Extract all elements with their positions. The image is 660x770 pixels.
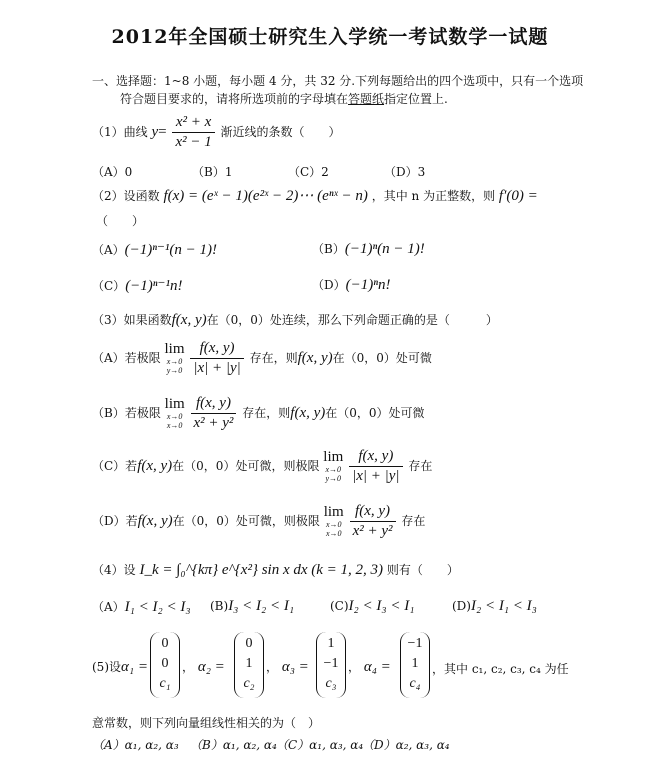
q2-option-b: （B）(−1)ⁿ(n − 1)!: [312, 241, 425, 257]
vector-alpha1: 0 0 c₁: [150, 632, 180, 698]
q2-formula: f(x) = (eˣ − 1)(e²ˣ − 2)⋯ (eⁿˣ − n): [163, 188, 368, 204]
q4-option-c: (C)I₂ < I₃ < I₁: [330, 598, 415, 614]
q3-option-c: （C）若f(x, y)在（0，0）处可微，则极限 lim x→0 y→0 $\frac{f(x, y)}{|x| + |y|}$ 存在: [92, 448, 433, 484]
q3-option-a: （A）若极限 lim x→0 y→0 $\frac{f(x, y)}{|x| + |y|}$ 存在，则f(x, y)在（0，0）处可微: [92, 340, 432, 376]
answer-sheet-link: 答题纸: [348, 92, 385, 106]
q1-option-d: （D）3: [384, 165, 426, 179]
q4-option-b: (B)I₃ < I₂ < I₁: [210, 598, 295, 614]
question-4: （4）设 I_k = ∫₀^{kπ} e^{x²} sin x dx (k = 1, 2, 3) 则有（ ）: [92, 562, 459, 578]
question-2: （2）设函数 f(x) = (eˣ − 1)(e²ˣ − 2)⋯ (eⁿˣ − n) ，其中 n 为正整数，则 f′(0) =: [92, 188, 538, 204]
vector-alpha3: 1 −1 c₃: [316, 632, 346, 698]
q5-option-d: （D）α₂, α₃, α₄: [362, 738, 450, 752]
q4-option-a: （A）I₁ < I₂ < I₃: [92, 599, 191, 615]
q1-fraction: $\frac{\text{x² + x}}{\text{x² − 1}}$: [172, 114, 214, 151]
q5-option-a: （A）α₁, α₂, α₃: [92, 738, 179, 752]
section-heading: 一、选择题：1~8 小题，每小题 4 分，共 32 分.下列每题给出的四个选项中，只有一个选项: [92, 74, 584, 88]
q5-option-c: （C）α₁, α₃, α₄: [276, 738, 364, 752]
q1-option-c: （C）2: [288, 165, 329, 179]
question-3: （3）如果函数f(x, y)在（0，0）处连续，那么下列命题正确的是（ ）: [92, 312, 498, 328]
limit-symbol: lim x→0 y→0: [164, 341, 185, 375]
q3-option-b: （B）若极限 lim x→0 x→0 $\frac{f(x, y)}{\text{x² + y²}}$ 存在，则f(x, y)在（0，0）处可微: [92, 395, 425, 431]
q5-option-b: （B）α₁, α₂, α₄: [190, 738, 277, 752]
q2-option-a: （A）(−1)ⁿ⁻¹(n − 1)!: [92, 242, 218, 258]
question-1: （1）曲线 y= $\frac{\text{x² + x}}{\text{x² − 1}}$ 渐近线的条数（ ）: [92, 114, 341, 150]
q5-sep-1: ， α₂ =: [182, 659, 225, 675]
q5-prefix: (5)设α₁ =: [92, 659, 148, 675]
q5-sep-3: ， α₄ =: [348, 659, 391, 675]
q4-formula: I_k = ∫₀^{kπ} e^{x²} sin x dx (k = 1, 2, 3): [139, 562, 384, 578]
vector-alpha4: −1 1 c₄: [400, 632, 430, 698]
q5-line2: 意常数，则下列向量组线性相关的为（ ）: [92, 716, 321, 730]
q2-option-c: （C）(−1)ⁿ⁻¹n!: [92, 278, 183, 294]
q5-sep-2: ， α₃ =: [266, 659, 309, 675]
q1-option-b: （B）1: [192, 165, 233, 179]
section-heading-line2: 符合题目要求的，请将所选项前的字母填在答题纸指定位置上.: [120, 92, 448, 106]
page-title: 2012年全国硕士研究生入学统一考试数学一试题: [111, 26, 549, 48]
q3-option-d: （D）若f(x, y)在（0，0）处可微，则极限 lim x→0 x→0 $\frac{f(x, y)}{\text{x² + y²}}$ 存在: [92, 503, 426, 539]
q2-blank: （ ）: [96, 214, 145, 228]
q1-option-a: （A）0: [92, 165, 133, 179]
q4-option-d: (D)I₂ < I₁ < I₃: [452, 598, 537, 614]
q2-option-d: （D）(−1)ⁿn!: [312, 277, 391, 293]
vector-alpha2: 0 1 c₂: [234, 632, 264, 698]
q5-suffix: ，其中 c₁, c₂, c₃, c₄ 为任: [432, 662, 569, 676]
